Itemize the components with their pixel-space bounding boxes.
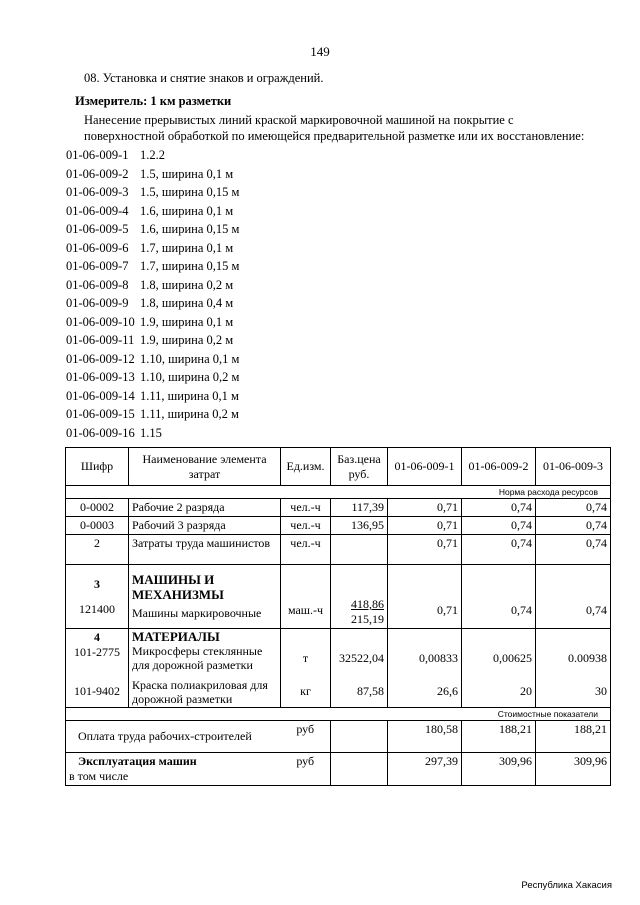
materials-row (66, 677, 611, 708)
machine-unit: маш.-ч (281, 565, 331, 629)
header-unit: Ед.изм. (281, 448, 331, 486)
total-unit: руб (281, 752, 331, 785)
code-number: 01-06-009-8 (66, 277, 129, 292)
code-description: 1.7, ширина 0,15 м (140, 259, 240, 273)
machines-group-number: 3 (94, 576, 100, 591)
row-name: Рабочие 2 разряда (129, 499, 281, 517)
row-name: Затраты труда машинистов (129, 535, 281, 565)
header-base-price: Баз.цена руб. (331, 448, 388, 486)
machine-value-1: 0,71 (388, 565, 462, 629)
code-list-item (66, 257, 239, 276)
total-name-cell (66, 752, 281, 785)
row-price (331, 535, 388, 565)
machine-price-secondary: 215,19 (351, 612, 384, 626)
code-list-item (66, 387, 239, 406)
totals-row (66, 720, 611, 752)
code-description: 1.6, ширина 0,1 м (140, 203, 234, 218)
total-value-1: 180,58 (388, 720, 462, 752)
row-value-1: 0,71 (388, 517, 462, 535)
code-description: 1.10, ширина 0,2 м (140, 370, 240, 384)
machine-price-cell (331, 565, 388, 629)
code-number: 01-06-009-4 (66, 203, 129, 218)
code-description: 1.8, ширина 0,4 м (140, 296, 234, 310)
total-price-empty (331, 752, 388, 785)
material-value-1: 0,00833 (388, 629, 462, 677)
total-value-1: 297,39 (388, 752, 462, 785)
total-name: Эксплуатация машин (78, 753, 197, 768)
total-name: Оплата труда рабочих-строителей (66, 720, 281, 752)
page-number: 149 (310, 44, 330, 59)
materials-row (66, 629, 611, 677)
material-value-3: 30 (536, 677, 611, 708)
code-number: 01-06-009-15 (66, 407, 135, 421)
cost-subheader: Стоимостные показатели (66, 707, 611, 720)
machine-code: 121400 (79, 601, 115, 616)
materials-group-title: МАТЕРИАЛЫ (132, 629, 220, 644)
row-value-1: 0,71 (388, 499, 462, 517)
machines-name-cell (129, 565, 281, 629)
description-line-2: поверхностной обработкой по имеющейся предварительной разметке или их восстановление: (84, 129, 585, 143)
row-value-3: 0,74 (536, 499, 611, 517)
code-list-item (66, 424, 239, 443)
header-col2: 01-06-009-2 (462, 448, 536, 486)
code-list-item (66, 350, 239, 369)
code-description: 1.7, ширина 0,1 м (140, 240, 234, 255)
code-list-item (66, 146, 239, 165)
code-number: 01-06-009-13 (66, 370, 135, 384)
material-code: 101-9402 (66, 677, 129, 708)
table-row (66, 499, 611, 517)
row-value-1: 0,71 (388, 535, 462, 565)
materials-name-cell (129, 629, 281, 677)
code-list-item (66, 202, 239, 221)
table-row (66, 517, 611, 535)
norm-subheader: Норма расхода ресурсов (66, 486, 611, 499)
row-value-2: 0,74 (462, 535, 536, 565)
material-value-2: 0,00625 (462, 629, 536, 677)
row-value-2: 0,74 (462, 517, 536, 535)
code-description: 1.6, ширина 0,15 м (140, 222, 240, 236)
machine-price: 418,86 (351, 597, 384, 611)
total-value-3: 188,21 (536, 720, 611, 752)
row-code: 0-0002 (66, 499, 129, 517)
code-list-item (66, 165, 239, 184)
resource-norms-table (65, 447, 611, 786)
code-description: 1.10, ширина 0,1 м (140, 351, 240, 366)
code-list-item (66, 239, 239, 258)
code-list (66, 146, 239, 442)
code-list-item (66, 368, 239, 387)
table-header-row (66, 448, 611, 486)
code-description: 1.8, ширина 0,2 м (140, 277, 234, 292)
code-description: 1.2.2 (140, 148, 165, 162)
total-value-2: 309,96 (462, 752, 536, 785)
material-code: 101-2775 (74, 645, 120, 659)
row-unit: чел.-ч (281, 499, 331, 517)
row-value-3: 0,74 (536, 535, 611, 565)
code-description: 1.9, ширина 0,2 м (140, 333, 234, 347)
material-value-2: 20 (462, 677, 536, 708)
row-price: 136,95 (331, 517, 388, 535)
code-list-item (66, 183, 239, 202)
material-price: 32522,04 (331, 629, 388, 677)
code-number: 01-06-009-5 (66, 222, 129, 236)
code-number: 01-06-009-11 (66, 333, 135, 347)
total-value-2: 188,21 (462, 720, 536, 752)
machine-value-3: 0,74 (536, 565, 611, 629)
machine-name: Машины маркировочные (132, 606, 262, 620)
material-price: 87,58 (331, 677, 388, 708)
code-list-item (66, 276, 239, 295)
row-unit: чел.-ч (281, 517, 331, 535)
machines-group-row (66, 565, 611, 629)
code-number: 01-06-009-3 (66, 185, 129, 199)
machines-group-title: МАШИНЫ И МЕХАНИЗМЫ (132, 572, 224, 602)
code-number: 01-06-009-1 (66, 148, 129, 162)
code-number: 01-06-009-6 (66, 240, 129, 255)
machine-value-2: 0,74 (462, 565, 536, 629)
code-list-item (66, 220, 239, 239)
code-number: 01-06-009-12 (66, 351, 135, 366)
code-number: 01-06-009-10 (66, 314, 135, 329)
row-unit: чел.-ч (281, 535, 331, 565)
material-value-3: 0.00938 (536, 629, 611, 677)
code-description: 1.11, ширина 0,1 м (140, 388, 239, 403)
code-description: 1.11, ширина 0,2 м (140, 407, 239, 421)
row-value-3: 0,74 (536, 517, 611, 535)
code-description: 1.5, ширина 0,1 м (140, 166, 234, 181)
material-unit: кг (281, 677, 331, 708)
materials-group-number: 4 (94, 630, 100, 644)
header-col3: 01-06-009-3 (536, 448, 611, 486)
row-code: 0-0003 (66, 517, 129, 535)
code-number: 01-06-009-9 (66, 296, 129, 310)
code-list-item (66, 313, 239, 332)
total-price-empty (331, 720, 388, 752)
code-number: 01-06-009-7 (66, 259, 129, 273)
material-value-1: 26,6 (388, 677, 462, 708)
description-line-1: Нанесение прерывистых линий краской маркировочной машиной на покрытие с (84, 113, 514, 127)
total-unit: руб (281, 720, 331, 752)
code-list-item (66, 331, 239, 350)
total-value-3: 309,96 (536, 752, 611, 785)
code-number: 01-06-009-2 (66, 166, 129, 181)
row-price: 117,39 (331, 499, 388, 517)
materials-code-cell (66, 629, 129, 677)
machines-group-cell (66, 565, 129, 629)
code-description: 1.5, ширина 0,15 м (140, 185, 240, 199)
material-name: Краска полиакриловая для дорожной разметки (129, 677, 281, 708)
code-list-item (66, 294, 239, 313)
code-number: 01-06-009-16 (66, 425, 135, 440)
code-number: 01-06-009-14 (66, 388, 135, 403)
row-name: Рабочий 3 разряда (129, 517, 281, 535)
code-list-item (66, 405, 239, 424)
footer-region: Республика Хакасия (521, 880, 612, 891)
material-unit: т (281, 629, 331, 677)
header-code: Шифр (66, 448, 129, 486)
header-name: Наименование элемента затрат (129, 448, 281, 486)
header-col1: 01-06-009-1 (388, 448, 462, 486)
code-description: 1.9, ширина 0,1 м (140, 314, 234, 329)
row-value-2: 0,74 (462, 499, 536, 517)
table-row (66, 535, 611, 565)
row-code: 2 (66, 535, 129, 565)
including-label: в том числе (69, 768, 129, 783)
section-title: 08. Установка и снятие знаков и ограждений. (84, 71, 324, 85)
measure-label: Измеритель: 1 км разметки (75, 94, 232, 108)
material-name: Микросферы стеклянные для дорожной разметки (132, 644, 263, 672)
totals-row (66, 752, 611, 785)
code-description: 1.15 (140, 425, 162, 440)
